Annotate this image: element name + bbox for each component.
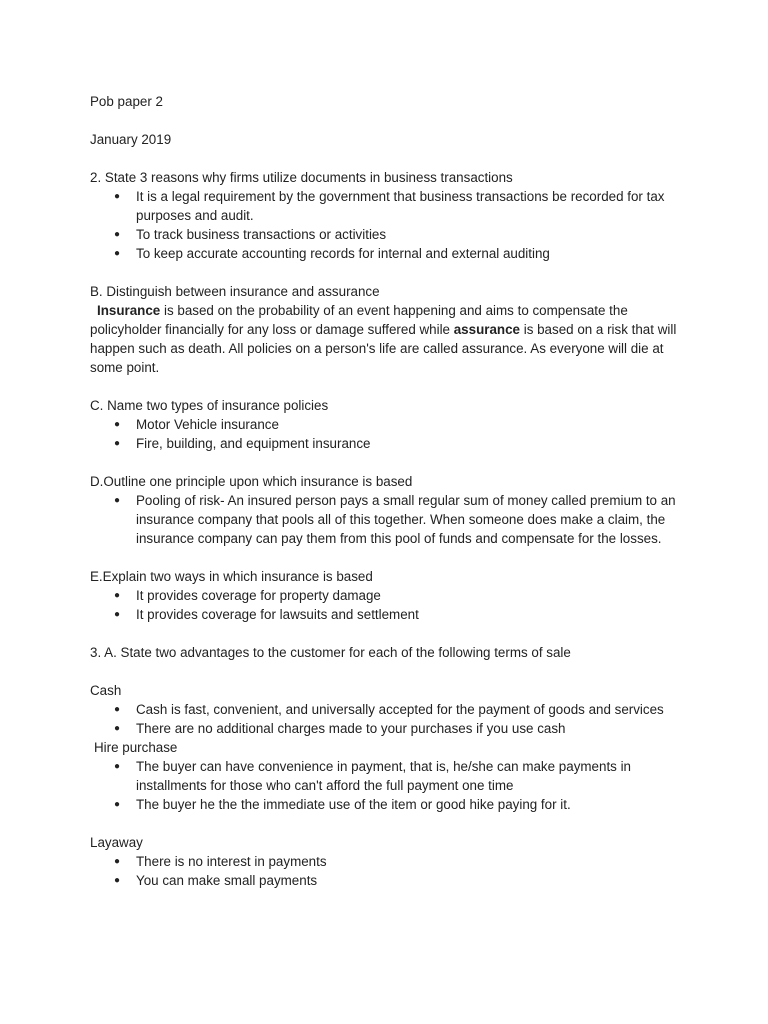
q2-list [90, 187, 690, 263]
list-item: ● To keep accurate accounting records for internal and external auditing [136, 244, 690, 263]
spacer [90, 377, 690, 396]
q2-heading: 2. State 3 reasons why firms utilize documents in business transactions [90, 170, 513, 185]
spacer [90, 453, 690, 472]
layaway-list [90, 852, 690, 890]
list-item: ● Pooling of risk- An insured person pays a small regular sum of money called premium to an insurance company that pools all of this together. When someone does make a claim, the insurance company can pay them from this pool of funds and compensate for the losses. [136, 491, 690, 548]
list-item: ● Motor Vehicle insurance [136, 415, 690, 434]
qc-list [90, 415, 690, 453]
list-item: ● It provides coverage for property damage [136, 586, 690, 605]
list-item: ● There is no interest in payments [136, 852, 690, 871]
spacer [90, 149, 690, 168]
indent [90, 303, 97, 318]
spacer [90, 111, 690, 130]
spacer [90, 263, 690, 282]
spacer [90, 624, 690, 643]
term-assurance: assurance [453, 322, 520, 337]
spacer [90, 548, 690, 567]
hire-purchase-list [90, 757, 690, 814]
qb-heading: B. Distinguish between insurance and assurance [90, 284, 380, 299]
qb-text-2: is based on a risk that will happen such as death. All policies on a person's life are called assurance. As everyone will die at some point. [90, 322, 677, 375]
list-item: ● To track business transactions or activities [136, 225, 690, 244]
list-item: ● You can make small payments [136, 871, 690, 890]
qe-list [90, 586, 690, 624]
hire-purchase-label: Hire purchase [94, 740, 178, 755]
list-item: ● Cash is fast, convenient, and universally accepted for the payment of goods and services [136, 700, 690, 719]
spacer [90, 814, 690, 833]
qb-text-1: is based on the probability of an event happening and aims to compensate the policyholder financially for any loss or damage suffered while [90, 303, 628, 337]
spacer [90, 662, 690, 681]
qd-heading: D.Outline one principle upon which insurance is based [90, 474, 413, 489]
list-item: ● There are no additional charges made to your purchases if you use cash [136, 719, 690, 738]
cash-list [90, 700, 690, 738]
qb-answer [90, 301, 690, 377]
doc-title: Pob paper 2 [90, 94, 163, 109]
list-item: ● It is a legal requirement by the government that business transactions be recorded for tax purposes and audit. [136, 187, 690, 225]
list-item: ● The buyer can have convenience in payment, that is, he/she can make payments in installments for those who can't afford the full payment one time [136, 757, 690, 795]
term-insurance: Insurance [97, 303, 161, 318]
doc-date: January 2019 [90, 132, 172, 147]
qc-heading: C. Name two types of insurance policies [90, 398, 329, 413]
list-item: ● It provides coverage for lawsuits and settlement [136, 605, 690, 624]
qd-list [90, 491, 690, 548]
list-item: ● The buyer he the the immediate use of the item or good hike paying for it. [136, 795, 690, 814]
qe-heading: E.Explain two ways in which insurance is based [90, 569, 373, 584]
cash-label: Cash [90, 683, 122, 698]
q3-heading: 3. A. State two advantages to the customer for each of the following terms of sale [90, 645, 571, 660]
layaway-label: Layaway [90, 835, 143, 850]
list-item: ● Fire, building, and equipment insurance [136, 434, 690, 453]
document-page [90, 92, 690, 890]
